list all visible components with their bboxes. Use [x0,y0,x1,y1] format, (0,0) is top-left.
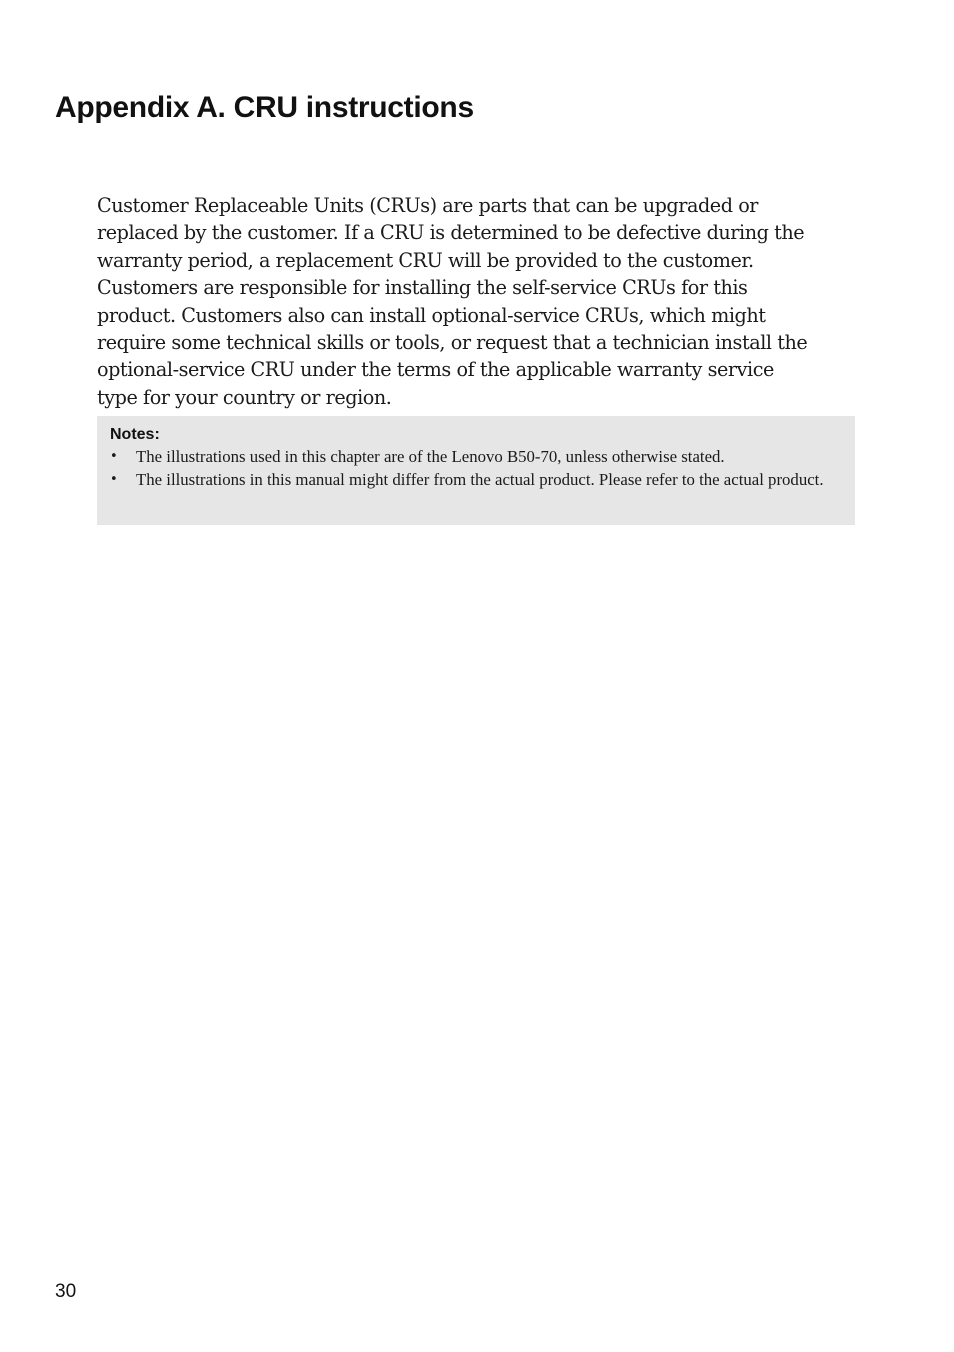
bullet-icon: • [110,471,118,487]
page-number: 30 [55,1281,77,1302]
intro-line: replaced by the customer. If a CRU is determined to be defective during the [97,221,805,245]
intro-line: require some technical skills or tools, or request that a technician install the [97,331,808,355]
page-title: Appendix A. CRU instructions [55,91,474,124]
note-text: The illustrations used in this chapter are of the Lenovo B50-70, unless otherwise stated. [136,447,725,466]
bullet-icon: • [110,449,118,464]
intro-line: product. Customers also can install optional-service CRUs, which might [97,303,766,327]
intro-line: warranty period, a replacement CRU will be provided to the customer. [97,248,754,272]
note-item [110,469,855,492]
notes-list [110,446,855,491]
notes-box [97,416,855,525]
intro-line: optional-service CRU under the terms of the applicable warranty service [97,358,774,382]
notes-heading: Notes: [110,426,160,443]
intro-paragraph [97,192,859,411]
intro-line: Customers are responsible for installing the self-service CRUs for this [97,276,748,300]
note-item [110,446,855,469]
intro-line: Customer Replaceable Units (CRUs) are parts that can be upgraded or [97,194,759,217]
note-text: The illustrations in this manual might differ from the actual product. Please refer to the actual product. [136,469,824,489]
intro-line: type for your country or region. [97,385,392,409]
